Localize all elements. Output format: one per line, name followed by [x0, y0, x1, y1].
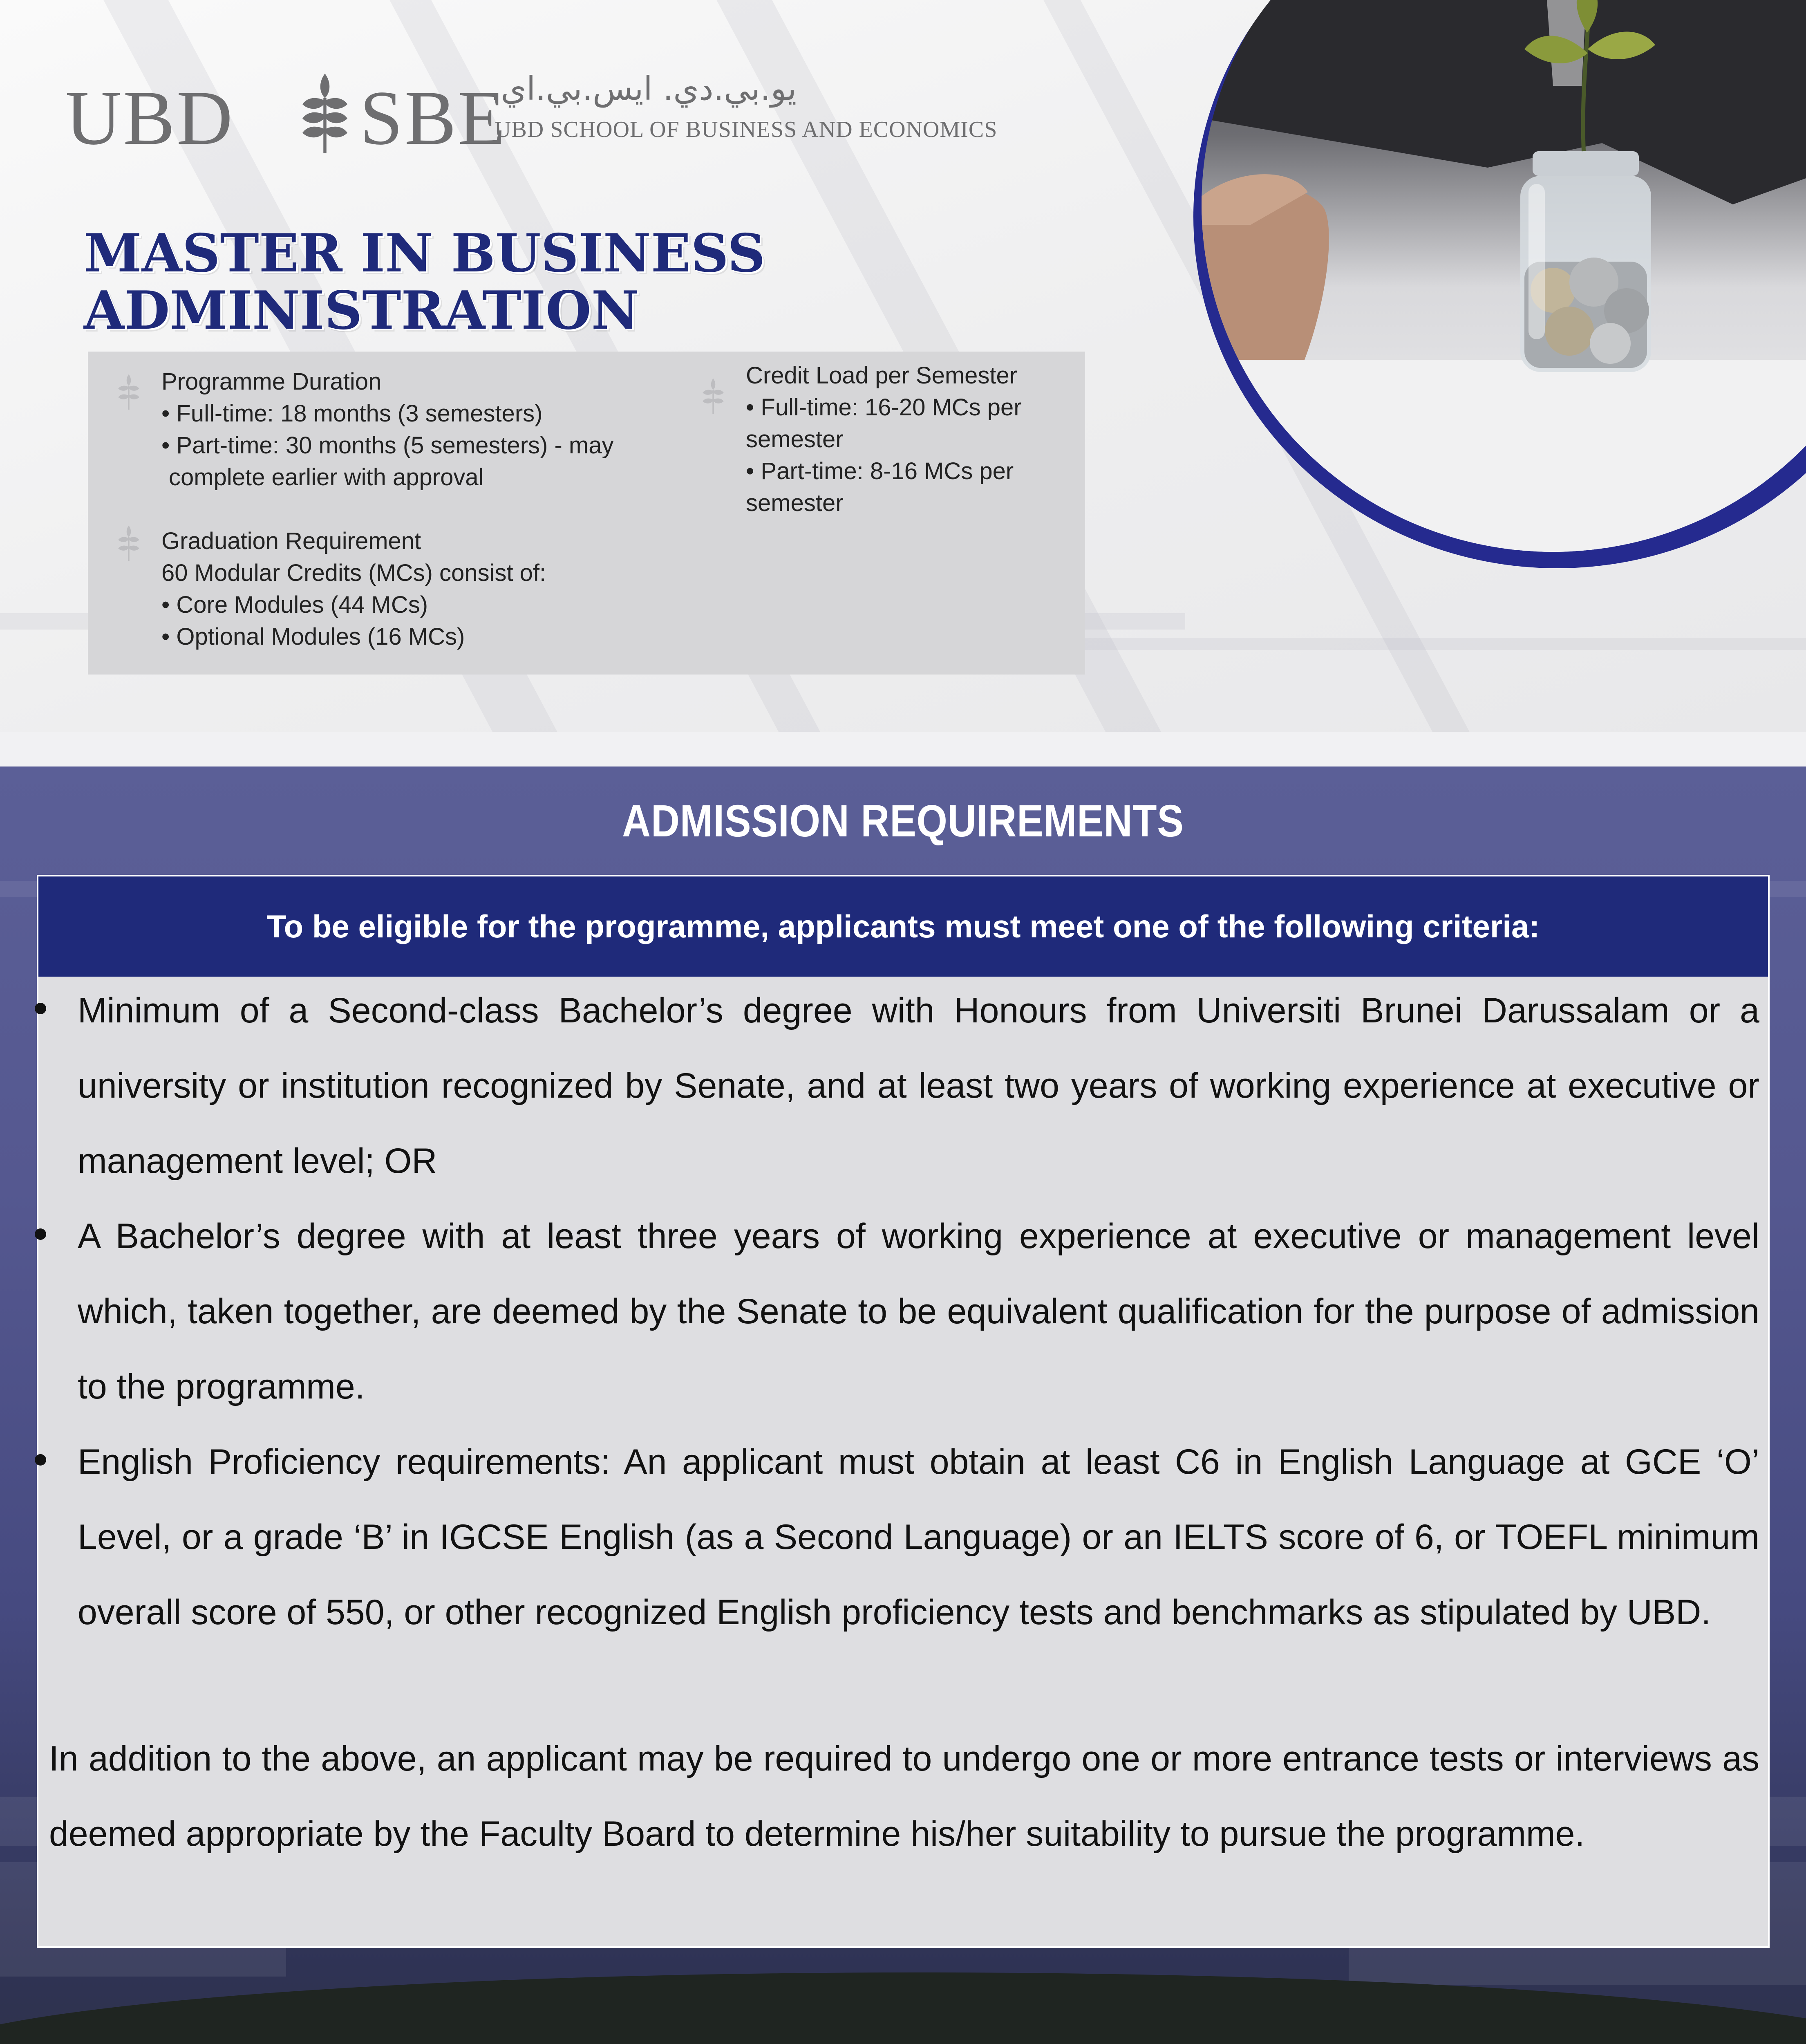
programme-info-box: [88, 352, 1085, 675]
bullet: [35, 1003, 46, 1014]
wheat-icon: [294, 69, 356, 155]
graduation-heading: Graduation Requirement: [161, 528, 421, 554]
programme-duration: [161, 366, 613, 493]
page-title: [84, 225, 860, 339]
wheat-icon: [114, 370, 143, 415]
title-line-1: MASTER IN BUSINESS: [84, 223, 765, 284]
title-line-2: ADMINISTRATION: [84, 280, 639, 341]
graduation-line: • Core Modules (44 MCs): [161, 592, 428, 618]
wheat-icon: [699, 374, 727, 419]
admission-title: ADMISSION REQUIREMENTS: [622, 796, 1184, 846]
wheat-icon: [114, 521, 143, 566]
criteria-text: English Proficiency requirements: An applicant must obtain at least C6 in English Language at GCE ‘O’ Level, or a grade ‘B’ in IGCSE English (as a Second Language) or an IELTS score of 6, or TOEFL minimum overall score of 550, or other recognized English proficiency tests and benchmarks as stipulated by UBD.: [78, 1442, 1759, 1632]
criteria-list: [78, 973, 1759, 1650]
graduation-line: • Optional Modules (16 MCs): [161, 623, 465, 650]
logo-arabic-text: يو.بي.دي. ايس.بي.اي.: [490, 69, 797, 108]
duration-line: • Part-time: 30 months (5 semesters) - may: [161, 432, 614, 459]
credit-load-heading: Credit Load per Semester: [746, 362, 1018, 389]
criteria-text: Minimum of a Second-class Bachelor’s degree with Honours from Universiti Brunei Darussalam or a university or institution recognized by Senate, and at least two years of working experience at executive or management level; OR: [78, 991, 1759, 1181]
credit-load-line: semester: [746, 490, 844, 516]
credit-load-line: • Part-time: 8-16 MCs per: [746, 458, 1014, 484]
ubd-sbe-logo: [65, 61, 1005, 161]
duration-line: • Full-time: 18 months (3 semesters): [161, 400, 543, 427]
criteria-item: [78, 973, 1759, 1199]
additional-requirements: In addition to the above, an applicant may be required to undergo one or more entrance tests or interviews as deemed appropriate by the Faculty Board to determine his/her suitability to pursue the programme.: [49, 1739, 1759, 1853]
criteria-text: A Bachelor’s degree with at least three years of working experience at executive or management level which, taken together, are deemed by the Senate to be equivalent qualification for the purpose of admission to the programme.: [78, 1217, 1759, 1406]
eligibility-intro: To be eligible for the programme, applicants must meet one of the following criteria:: [38, 876, 1768, 977]
criteria-item: [78, 1424, 1759, 1650]
logo-school-name: UBD SCHOOL OF BUSINESS AND ECONOMICS: [495, 117, 998, 142]
criteria-item: [78, 1199, 1759, 1424]
credit-load-line: semester: [746, 426, 844, 453]
duration-line: complete earlier with approval: [169, 464, 484, 491]
graduation-requirement: [161, 525, 546, 653]
duration-heading: Programme Duration: [161, 368, 382, 395]
graduation-line: 60 Modular Credits (MCs) consist of:: [161, 560, 546, 586]
credit-load: [746, 360, 1022, 519]
logo-ubd-text: UBD: [65, 75, 235, 161]
bullet: [35, 1228, 46, 1240]
credit-load-line: • Full-time: 16-20 MCs per: [746, 394, 1022, 421]
logo-sbe-text: SBE: [360, 75, 507, 161]
bullet: [35, 1454, 46, 1466]
